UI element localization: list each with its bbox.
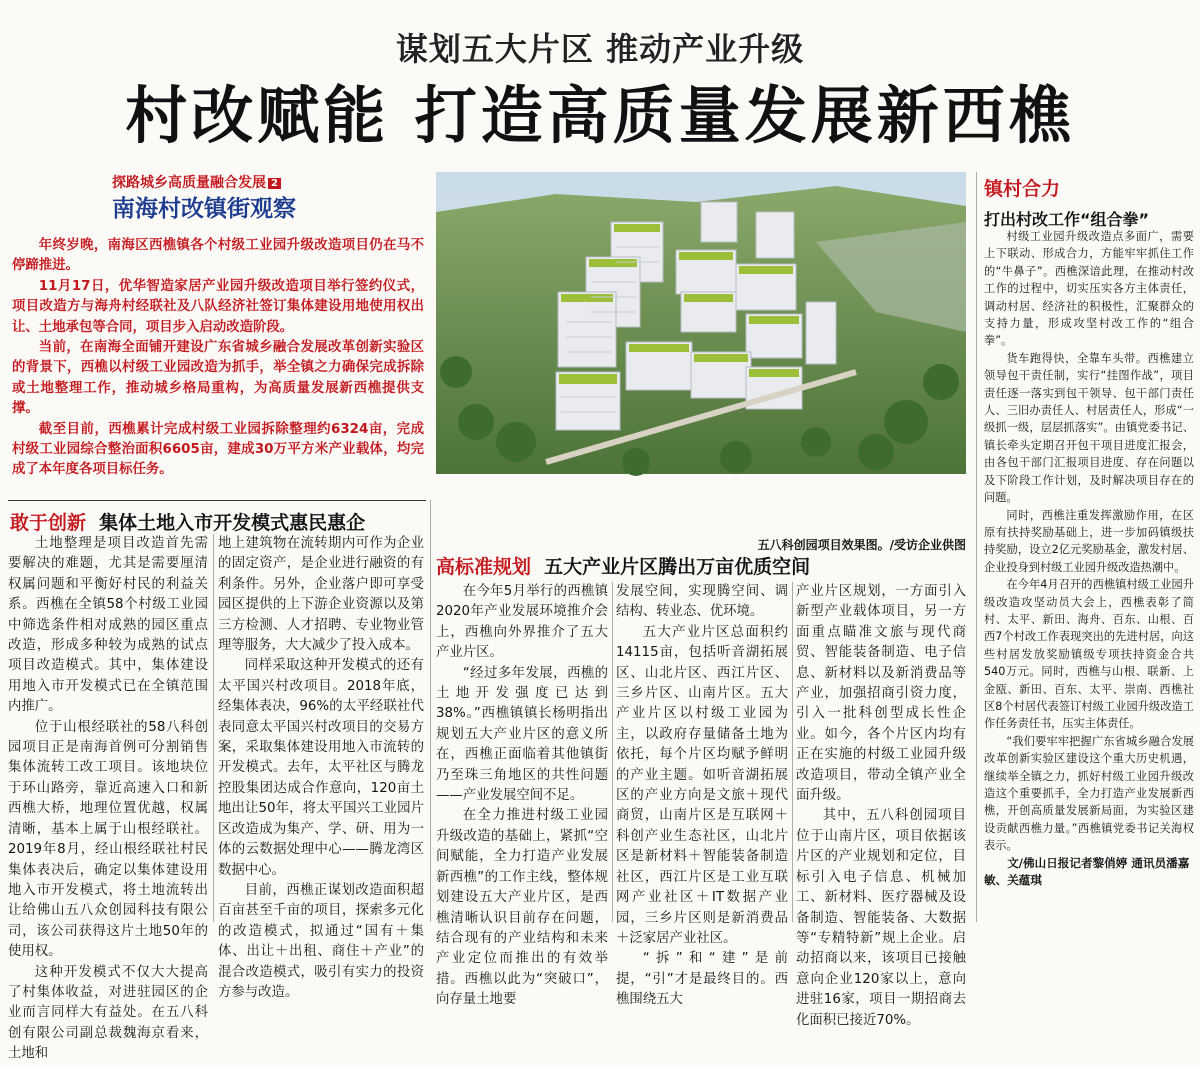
body-paragraph: 其中，五八科创园项目位于山南片区，项目依据该片区的产业规划和定位，目标引入电子信息、机械加工、新材料、医疗器械及设备制造、智能装备、大数据等“专精特新”规上企业。启动招商以来，该项目已接触意向企业120家以上，意向进驻16家，项目一期招商去化面积已接近70%。 <box>796 808 966 1028</box>
section3-heading <box>984 174 1194 230</box>
lead-paragraph: 11月17日，优华智造家居产业园升级改造项目举行签约仪式，项目改造方与海舟村经联社及八队经济社签订集体建设用地使用权出让、土地承包等合同，项目步入启动改造阶段。 <box>12 278 424 335</box>
photo-caption: 五八科创园项目效果图。/受访企业供图 <box>757 538 966 552</box>
section2-col1 <box>436 582 608 1011</box>
lead-paragraph: 当前，在南海全面铺开建设广东省城乡融合发展改革创新实验区的背景下，西樵以村级工业园改造为抓手，举全镇之力确保完成拆除或土地整理工作，推动城乡格局重构，为高质量发展新西樵提供支撑。 <box>12 340 424 417</box>
body-paragraph: 在今年4月召开的西樵镇村级工业园升级改造攻坚动员大会上，西樵表彰了简村、太平、新田、海舟、百东、山根、百西7个村改工作表现突出的先进村居，向这些村居发放奖励镇级专项扶持资金合共540万元。同时，西樵与山根、联新、上金瓯、新田、百东、太平、崇南、西樵社区8个村居代表签订村级工业园升级改造工作任务责任书，压实主体责任。 <box>984 578 1194 731</box>
series-title: 南海村改镇街观察 <box>112 196 296 222</box>
body-paragraph: 土地整理是项目改造首先需要解决的难题，尤其是需要厘清权属问题和平衡好村民的利益关系。西樵在全镇58个村级工业园中筛选条件相对成熟的园区重点改造，形成多种较为成熟的试点项目改造模式。其中，集体建设用地入市开发模式已在全镇范围内推广。 <box>8 536 208 715</box>
series-eyebrow <box>112 172 281 192</box>
body-paragraph: 货车跑得快，全靠车头带。西樵建立领导包干责任制，实行“挂图作战”，项目责任逐一落实到包干领导、包干部门责任人、三旧办责任人、村居责任人，形成“一级抓一级，层层抓落实”。由镇党委书记、镇长牵头定期召开包干项目进度汇报会，由各包干部门汇报项目进度、存在问题以及下阶段工作计划，及时解决项目存在的问题。 <box>984 351 1194 505</box>
body-paragraph: 目前，西樵正谋划改造面积超百亩甚至千亩的项目，探索多元化的改造模式，拟通过“国有＋集体、出让＋出租、商住＋产业”的混合改造模式，吸引有实力的投资方参与改造。 <box>218 882 424 1000</box>
section1-title: 集体土地入市开发模式惠民惠企 <box>99 512 366 534</box>
body-paragraph: 村级工业园升级改造点多面广，需要上下联动、形成合力，方能牢牢抓住工作的“牛鼻子”。西樵深谙此理，在推动村改工作的过程中，切实压实各方主体责任，调动村居、经济社的积极性，汇聚群众的支持力量，形成攻坚村改工作的“组合拳”。 <box>984 230 1194 348</box>
body-paragraph: “拆”和“建”是前提，“引”才是最终目的。西樵围绕五大 <box>616 951 788 1008</box>
section1-heading <box>10 508 424 535</box>
section2-heading <box>436 552 966 579</box>
column-divider <box>213 534 214 922</box>
body-paragraph: 同时，西樵注重发挥激励作用，在区原有扶持奖励基础上，进一步加码镇级扶持奖励，设立2亿元奖励基金，激发村居、企业投身到村级工业园升级改造热潮中。 <box>984 508 1194 574</box>
article-kicker: 谋划五大片区 推动产业升级 <box>395 30 805 68</box>
body-paragraph: 位于山根经联社的58八科创园项目正是南海首例可分割销售集体流转工改工项目。该地块位于环山路旁，靠近高速入口和新西樵大桥，地理位置优越，权属清晰，基本上属于山根经联社。2019年8月，经山根经联社村民集体表决后，确定以集体建设用地入市开发模式，将土地流转出让给佛山五八众创园科技有限公司，该公司获得这片土地50年的使用权。 <box>8 719 208 960</box>
body-paragraph: 同样采取这种开发模式的还有太平国兴村改项目。2018年底，经集体表决，96%的太平经联社代表同意太平国兴村改项目的交易方案，采取集体建设用地入市流转的开发模式。去年，太平社区与腾龙控股集团达成合作意向，120亩土地出让50年，将太平国兴工业园片区改造成为集产、学、研、用为一体的云数据处理中心——腾龙湾区数据中心。 <box>218 658 424 878</box>
section-divider <box>430 500 431 922</box>
body-paragraph: 五大产业片区总面积约14115亩，包括听音湖拓展区、山北片区、西江片区、三乡片区、山南片区。五大产业片区以村级工业园为主，以政府存量储备土地为依托，每个片区均赋予鲜明的产业主题。如听音湖拓展区的产业方向是文旅＋现代商贸，山南片区是互联网＋科创产业生态社区，山北片区是新材料＋智能装备制造社区，西江片区是工业互联网产业社区＋IT数据产业园，三乡片区则是新消费品＋泛家居产业社区。 <box>616 624 788 946</box>
body-paragraph: 产业片区规划，一方面引入新型产业载体项目，另一方面重点瞄准文旅与现代商贸、智能装备制造、电子信息、新材料以及新消费品等产业，加强招商引资力度，引入一批科创型成长性企业。如今，各个片区内均有正在实施的村级工业园升级改造项目，带动全镇产业全面升级。 <box>796 584 966 804</box>
body-paragraph: “经过多年发展，西樵的土地开发强度已达到38%。”西樵镇镇长杨明指出规划五大产业片区的意义所在，西樵正面临着其他镇街乃至珠三角地区的共性问题——产业发展空间不足。 <box>436 665 608 804</box>
body-paragraph: 这种开发模式不仅大大提高了村集体收益，对进驻园区的企业而言同样大有益处。在五八科创有限公司副总裁魏海京看来，土地和 <box>8 964 208 1062</box>
series-eyebrow-num: 2 <box>268 178 281 189</box>
body-paragraph: 在今年5月举行的西樵镇2020年产业发展环境推介会上，西樵向外界推介了五大产业片区。 <box>436 584 608 661</box>
section2-tag: 高标准规划 <box>436 556 532 578</box>
lead-block <box>12 236 424 481</box>
column-divider <box>792 582 793 922</box>
body-paragraph: 发展空间，实现腾空间、调结构、转业态、优环境。 <box>616 584 788 620</box>
lead-paragraph: 截至目前，西樵累计完成村级工业园拆除整理约6324亩，完成村级工业园综合整治面积6605亩，建成30万平方米产业载体，均完成了本年度各项目标任务。 <box>12 421 424 478</box>
section1-tag: 敢于创新 <box>10 512 87 534</box>
section3-title: 打出村改工作“组合拳” <box>984 210 1150 229</box>
rendering-illustration <box>436 172 966 474</box>
series-eyebrow-text: 探路城乡高质量融合发展 <box>112 175 266 191</box>
body-paragraph: 地上建筑物在流转期内可作为企业的固定资产，是企业进行融资的有利条件。另外，企业落户即可享受园区提供的上下游企业资源以及第三方检测、人才招聘、专业物业管理等服务，大大减少了投入成本。 <box>218 536 424 654</box>
section3-tag: 镇村合力 <box>984 178 1061 200</box>
body-paragraph: “我们要牢牢把握广东省城乡融合发展改革创新实验区建设这个重大历史机遇，继续举全镇之力，抓好村级工业园升级改造这个重要抓手，全力打造产业发展新西樵，开创高质量发展新局面，为实验区建设贡献西樵力量。”西樵镇党委书记关海权表示。 <box>984 734 1194 853</box>
project-rendering-photo <box>436 172 966 474</box>
section1-col2 <box>218 534 424 1003</box>
column-divider <box>612 582 613 922</box>
article-headline: 村改赋能 打造高质量发展新西樵 <box>125 79 1075 152</box>
section-divider <box>976 172 977 922</box>
section2-col2 <box>616 582 788 1011</box>
section1-top-rule <box>8 500 426 501</box>
section3-body <box>984 228 1194 889</box>
section2-col3 <box>796 582 966 1031</box>
lead-paragraph: 年终岁晚，南海区西樵镇各个村级工业园升级改造项目仍在马不停蹄推进。 <box>12 238 424 274</box>
section1-col1 <box>8 534 208 1065</box>
section2-title: 五大产业片区腾出万亩优质空间 <box>544 556 811 578</box>
article-byline: 文/佛山日报记者黎俏婷 通讯员潘嘉敏、关蕴琪 <box>984 855 1190 888</box>
body-paragraph: 在全力推进村级工业园升级改造的基础上，紧抓“空间赋能，全力打造产业发展新西樵”的工作主线，整体规划建设五大产业片区，是西樵清晰认识目前存在问题，结合现有的产业结构和未来产业定位而推出的有效举措。西樵以此为“突破口”，向存量土地要 <box>436 808 608 1008</box>
